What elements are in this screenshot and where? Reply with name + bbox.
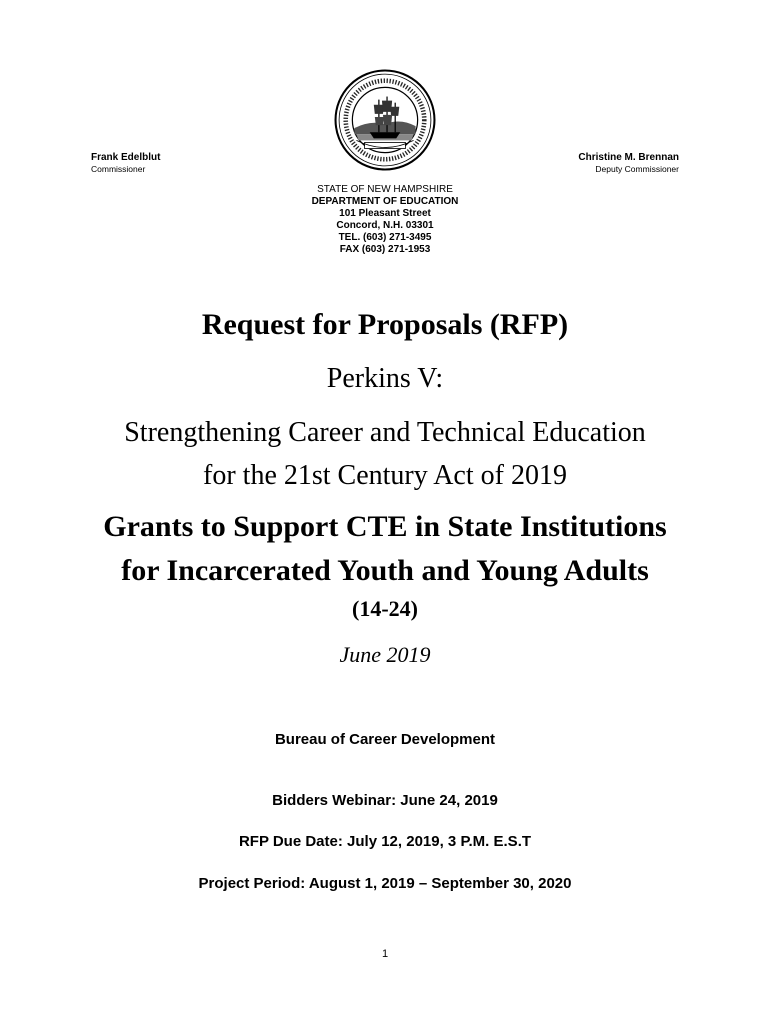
- deputy-commissioner-title: Deputy Commissioner: [595, 164, 679, 174]
- commissioner-title: Commissioner: [91, 164, 146, 174]
- grant-title-line-1: Grants to Support CTE in State Institutions: [103, 510, 667, 543]
- bidders-webinar-date: Bidders Webinar: June 24, 2019: [272, 792, 498, 809]
- state-seal-logo: [334, 69, 436, 171]
- address-telephone: TEL. (603) 271-3495: [338, 232, 432, 243]
- document-title: Request for Proposals (RFP): [201, 308, 569, 341]
- grant-title-line-2: for Incarcerated Youth and Young Adults: [121, 554, 649, 587]
- bureau-name: Bureau of Career Development: [274, 731, 496, 748]
- age-range: (14-24): [352, 596, 418, 621]
- act-name-line-1: Strengthening Career and Technical Education: [124, 417, 646, 448]
- document-subtitle: Perkins V:: [326, 363, 444, 394]
- address-street: 101 Pleasant Street: [339, 208, 431, 219]
- act-name-line-2: for the 21st Century Act of 2019: [203, 460, 567, 491]
- commissioner-name: Frank Edelblut: [91, 152, 161, 163]
- rfp-due-date: RFP Due Date: July 12, 2019, 3 P.M. E.S.T: [238, 833, 532, 850]
- address-state: STATE OF NEW HAMPSHIRE: [317, 184, 453, 195]
- publication-date: June 2019: [339, 642, 431, 667]
- address-city: Concord, N.H. 03301: [336, 220, 434, 231]
- deputy-commissioner-name: Christine M. Brennan: [578, 152, 679, 163]
- address-fax: FAX (603) 271-1953: [339, 244, 431, 255]
- project-period: Project Period: August 1, 2019 – September 30, 2020: [198, 875, 572, 892]
- address-department: DEPARTMENT OF EDUCATION: [311, 196, 459, 207]
- page-number: 1: [381, 948, 389, 960]
